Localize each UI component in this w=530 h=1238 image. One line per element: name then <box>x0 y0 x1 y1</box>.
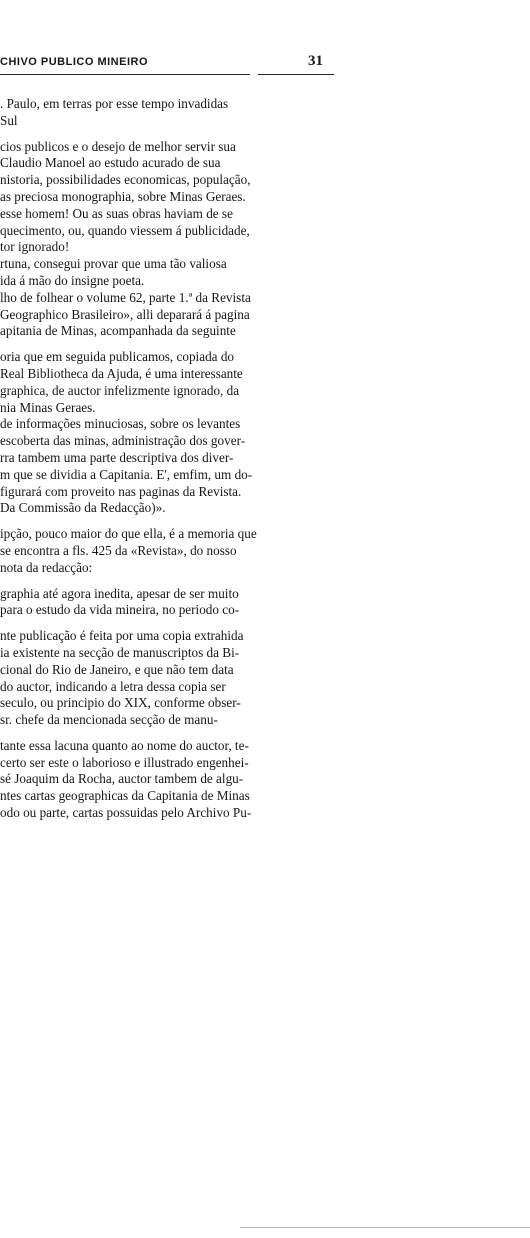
paragraph-gap <box>0 577 340 586</box>
text-line: apitania de Minas, acompanhada da seguinte <box>0 323 236 339</box>
text-line: nte publicação é feita por uma copia extrahida <box>0 628 244 644</box>
footer-rule <box>240 1227 530 1228</box>
text-line: de informações minuciosas, sobre os levantes <box>0 416 241 432</box>
text-line: Geographico Brasileiro», alli deparará á pagina <box>0 306 250 322</box>
text-line: oria que em seguida publicamos, copiada do <box>0 349 235 365</box>
text-line: para o estudo da vida mineira, no periodo co- <box>0 602 240 618</box>
text-line: tante essa lacuna quanto ao nome do auctor, te- <box>0 737 249 753</box>
text-line: esse homem! Ou as suas obras haviam de se <box>0 205 233 221</box>
text-line: ida á mão do insigne poeta. <box>0 272 145 288</box>
text-line: rra tambem uma parte descriptiva dos diver- <box>0 449 234 465</box>
text-line: ipção, pouco maior do que ella, é a memoria que <box>0 526 257 542</box>
text-line: nistoria, possibilidades economicas, população, <box>0 172 251 188</box>
text-line: Claudio Manoel ao estudo acurado de sua <box>0 155 221 171</box>
text-line: . Paulo, em terras por esse tempo invadidas <box>0 96 229 111</box>
text-line: tor ignorado! <box>0 239 70 255</box>
paragraph-gap <box>0 130 340 139</box>
paragraph-gap <box>0 729 340 738</box>
text-line: as preciosa monographia, sobre Minas Geraes. <box>0 188 246 204</box>
text-line: certo ser este o laborioso e illustrado engenhei- <box>0 754 249 770</box>
text-line: quecimento, ou, quando viessem á publicidade, <box>0 222 250 238</box>
text-line: nota da redacção: <box>0 559 93 575</box>
paragraph <box>0 738 340 822</box>
text-line: Sul <box>0 112 18 128</box>
paragraph <box>0 526 340 576</box>
text-line: graphica, de auctor infelizmente ignorado, da <box>0 382 240 398</box>
paragraph <box>0 139 340 341</box>
text-line: do auctor, indicando a letra dessa copia ser <box>0 678 226 694</box>
text-line: escoberta das minas, administração dos gover- <box>0 433 246 449</box>
text-line: sé Joaquim da Rocha, auctor tambem de algu- <box>0 771 244 787</box>
text-line: odo ou parte, cartas possuidas pelo Archivo Pu- <box>0 805 252 821</box>
header-rule <box>0 74 250 75</box>
text-line: cios publicos e o desejo de melhor servir sua <box>0 138 236 154</box>
paragraph <box>0 96 340 130</box>
text-line: cional do Rio de Janeiro, e que não tem data <box>0 661 234 677</box>
text-line: seculo, ou principio do XIX, conforme obser- <box>0 695 241 711</box>
text-line: nia Minas Geraes. <box>0 399 96 415</box>
text-line: m que se dividia a Capitania. E', emfim, um do- <box>0 466 253 482</box>
text-line: lho de folhear o volume 62, parte 1.ª da Revista <box>0 289 251 305</box>
running-header-title: CHIVO PUBLICO MINEIRO <box>0 56 149 68</box>
text-line: se encontra a fls. 425 da «Revista», do nosso <box>0 542 237 558</box>
paragraph <box>0 349 340 517</box>
page-number: 31 <box>308 53 323 69</box>
paragraph-gap <box>0 619 340 628</box>
paragraph-gap <box>0 340 340 349</box>
text-line: graphia até agora inedita, apesar de ser muito <box>0 585 239 601</box>
paragraph-gap <box>0 517 340 526</box>
text-line: sr. chefe da mencionada secção de manu- <box>0 712 218 728</box>
paragraph <box>0 586 340 620</box>
text-line: rtuna, consegui provar que uma tão valiosa <box>0 256 227 272</box>
text-line: Da Commissão da Redacção)». <box>0 500 166 516</box>
text-line: ntes cartas geographicas da Capitania de Minas <box>0 788 250 804</box>
text-line: ia existente na secção de manuscriptos da Bi- <box>0 644 240 660</box>
text-line: figurará com proveito nas paginas da Revista. <box>0 483 242 499</box>
text-line: Real Bibliotheca da Ajuda, é uma interessante <box>0 365 243 381</box>
body-text <box>0 96 340 822</box>
paragraph <box>0 628 340 729</box>
header-rule <box>258 74 334 75</box>
